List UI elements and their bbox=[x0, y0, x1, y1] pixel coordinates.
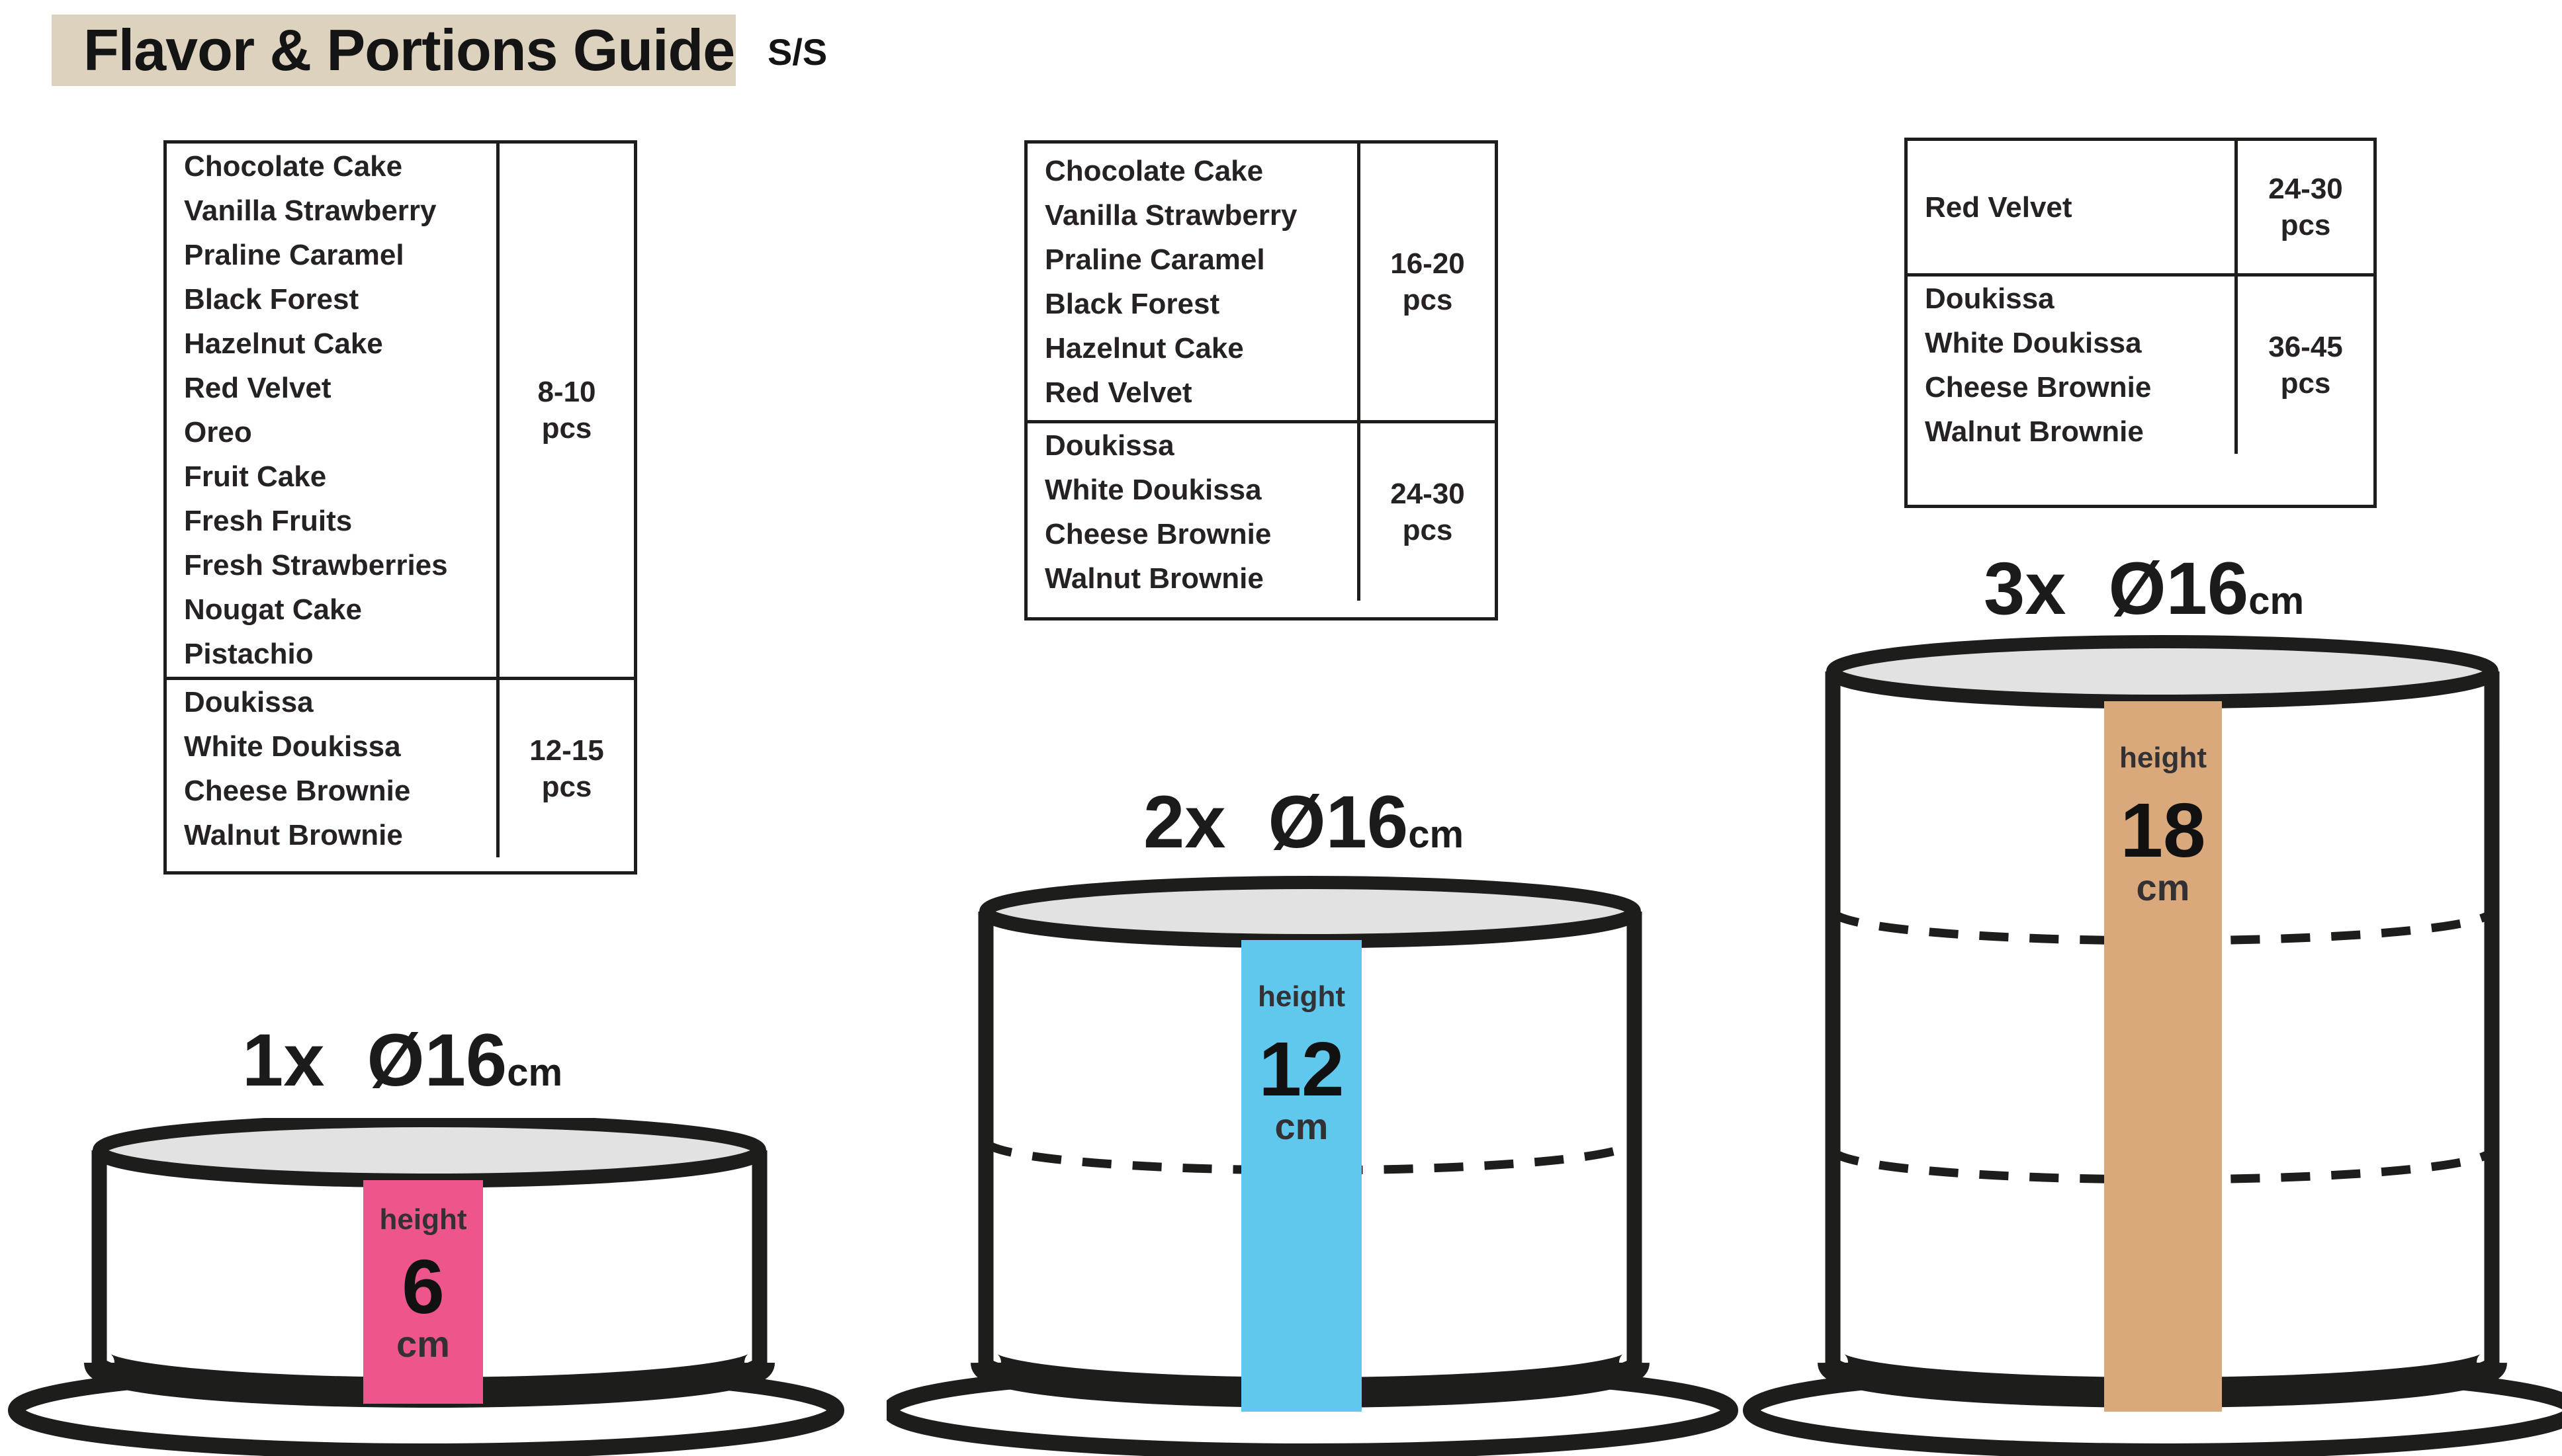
page-title-bar bbox=[52, 15, 736, 86]
diameter-unit: cm bbox=[507, 1051, 563, 1094]
page-title: Flavor & Portions Guide bbox=[83, 17, 735, 83]
flavor-item: Nougat Cake bbox=[184, 593, 362, 626]
portion-unit: pcs bbox=[541, 771, 592, 803]
height-unit: cm bbox=[396, 1323, 450, 1365]
flavor-item: Red Velvet bbox=[1045, 376, 1192, 409]
portions-table-2x bbox=[1024, 140, 1498, 621]
portion-unit: pcs bbox=[2280, 367, 2331, 400]
flavor-item: Pistachio bbox=[184, 638, 314, 670]
flavor-list-cell bbox=[1028, 423, 1357, 601]
flavor-item: Cheese Brownie bbox=[1925, 371, 2152, 404]
table-row bbox=[1908, 141, 2373, 273]
height-unit: cm bbox=[2136, 867, 2190, 908]
portion-range: 36-45 bbox=[2268, 331, 2343, 363]
height-stripe-3 bbox=[2104, 701, 2222, 1412]
cake-2-size-label bbox=[1006, 779, 1601, 865]
height-value: 18 bbox=[2120, 787, 2206, 873]
tier-count: 2x bbox=[1143, 781, 1226, 863]
table-row bbox=[167, 677, 634, 857]
flavor-item: Praline Caramel bbox=[184, 239, 404, 271]
flavor-item: Fruit Cake bbox=[184, 460, 327, 493]
flavor-list-cell bbox=[1908, 141, 2234, 273]
flavor-item: Vanilla Strawberry bbox=[1045, 199, 1298, 232]
flavor-list-cell bbox=[167, 680, 496, 857]
portions-cell bbox=[1357, 423, 1495, 601]
flavor-item: Doukissa bbox=[1925, 282, 2054, 315]
height-stripe-1 bbox=[363, 1180, 483, 1404]
height-stripe-2 bbox=[1241, 940, 1362, 1412]
portion-range: 8-10 bbox=[537, 376, 596, 408]
table-row bbox=[1908, 273, 2373, 454]
table-row bbox=[1028, 144, 1495, 420]
flavor-item: Chocolate Cake bbox=[184, 150, 403, 183]
flavor-list-cell bbox=[1028, 144, 1357, 420]
portions-table-3x bbox=[1904, 138, 2377, 508]
flavor-item: White Doukissa bbox=[1045, 474, 1262, 506]
flavor-item: White Doukissa bbox=[184, 730, 401, 763]
height-label: height bbox=[379, 1203, 467, 1236]
diameter-value: Ø16 bbox=[2108, 547, 2249, 630]
portion-unit: pcs bbox=[2280, 209, 2331, 241]
flavor-item: Fresh Strawberries bbox=[184, 549, 448, 581]
height-label: height bbox=[1258, 980, 1345, 1013]
table-row bbox=[167, 144, 634, 677]
season-tag: S/S bbox=[768, 31, 828, 73]
tier-count: 3x bbox=[1983, 547, 2066, 630]
flavor-item: Red Velvet bbox=[1925, 191, 2072, 224]
portions-cell bbox=[496, 680, 634, 857]
portions-cell bbox=[2234, 141, 2373, 273]
height-unit: cm bbox=[1274, 1105, 1329, 1147]
flavor-list-cell bbox=[167, 144, 496, 677]
flavor-item: Black Forest bbox=[184, 283, 359, 316]
portions-cell bbox=[496, 144, 634, 677]
flavor-item: Walnut Brownie bbox=[1925, 415, 2144, 448]
flavor-list-cell bbox=[1908, 277, 2234, 454]
flavor-item: Walnut Brownie bbox=[1045, 562, 1264, 595]
flavor-item: Walnut Brownie bbox=[184, 819, 403, 851]
tier-count: 1x bbox=[242, 1019, 325, 1101]
portions-cell bbox=[2234, 277, 2373, 454]
flavor-item: Oreo bbox=[184, 416, 252, 449]
flavor-item: Hazelnut Cake bbox=[184, 327, 383, 360]
height-value: 12 bbox=[1259, 1026, 1345, 1112]
flavor-item: White Doukissa bbox=[1925, 327, 2142, 359]
diameter-value: Ø16 bbox=[367, 1019, 508, 1101]
portions-table-1x bbox=[163, 140, 637, 875]
height-value: 6 bbox=[402, 1244, 445, 1330]
portion-unit: pcs bbox=[1402, 284, 1453, 316]
flavor-item: Hazelnut Cake bbox=[1045, 332, 1244, 364]
height-label: height bbox=[2119, 742, 2207, 774]
diameter-unit: cm bbox=[2248, 579, 2305, 622]
flavor-item: Red Velvet bbox=[184, 372, 331, 404]
cake-top bbox=[1833, 642, 2492, 701]
table-row bbox=[1028, 420, 1495, 601]
portion-range: 16-20 bbox=[1390, 247, 1465, 280]
portion-range: 24-30 bbox=[2268, 173, 2343, 205]
cake-3-size-label bbox=[1846, 546, 2442, 631]
flavor-item: Cheese Brownie bbox=[184, 775, 411, 807]
flavor-item: Praline Caramel bbox=[1045, 243, 1265, 276]
portion-unit: pcs bbox=[541, 412, 592, 445]
flavor-item: Doukissa bbox=[184, 686, 314, 718]
diameter-unit: cm bbox=[1408, 813, 1464, 856]
flavor-item: Vanilla Strawberry bbox=[184, 194, 437, 227]
portions-cell bbox=[1357, 144, 1495, 420]
cake-1-size-label bbox=[105, 1017, 700, 1103]
cake-top bbox=[99, 1121, 760, 1180]
cake-top bbox=[986, 882, 1634, 941]
flavor-item: Black Forest bbox=[1045, 288, 1220, 320]
flavor-item: Chocolate Cake bbox=[1045, 155, 1264, 187]
portion-range: 24-30 bbox=[1390, 478, 1465, 510]
flavor-item: Fresh Fruits bbox=[184, 505, 353, 537]
portion-unit: pcs bbox=[1402, 514, 1453, 546]
diameter-value: Ø16 bbox=[1268, 781, 1409, 863]
flavor-item: Doukissa bbox=[1045, 429, 1174, 462]
flavor-item: Cheese Brownie bbox=[1045, 518, 1272, 550]
portion-range: 12-15 bbox=[529, 734, 604, 767]
